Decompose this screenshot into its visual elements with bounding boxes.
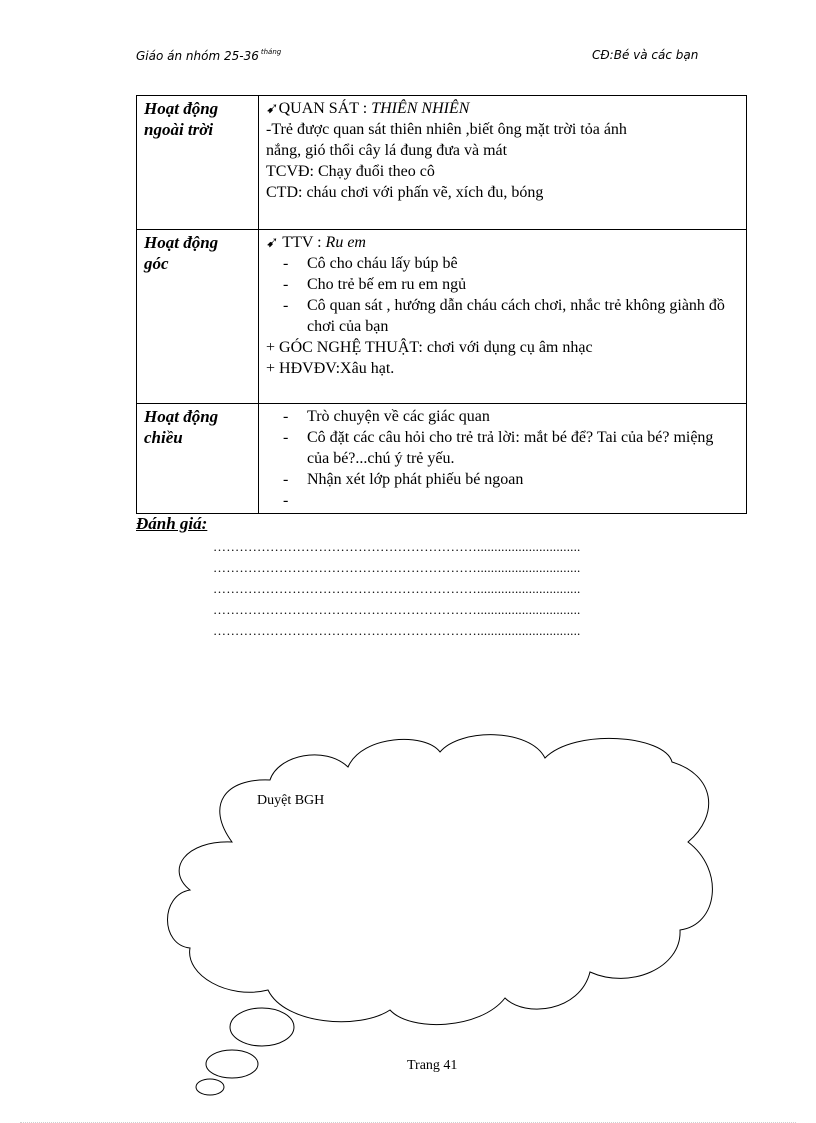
outdoor-line: CTD: cháu chơi với phấn vẽ, xích đu, bóng: [266, 184, 544, 201]
corner-extra-line: + GÓC NGHỆ THUẬT: chơi với dụng cụ âm nhạc: [266, 339, 593, 356]
label-line-2: chiều: [144, 428, 183, 447]
label-line-2: ngoài trời: [144, 120, 214, 139]
list-item: - Cho trẻ bế em ru em ngủ: [283, 274, 739, 295]
label-line-2: góc: [144, 254, 169, 273]
list-item: - Cô đặt các câu hỏi cho trẻ trả lời: mắt bé để? Tai của bé? miệng của bé?...chú ý trẻ yếu.: [283, 427, 739, 469]
dotted-line: ……………………………………………………..............................: [213, 539, 581, 554]
header-left-text: Giáo án nhóm 25-36: [136, 49, 259, 63]
thought-bubble-small: [196, 1079, 224, 1095]
list-item: - Cô quan sát , hướng dẫn cháu cách chơi, nhắc trẻ không giành đồ chơi của bạn: [283, 295, 739, 337]
outdoor-line: -Trẻ được quan sát thiên nhiên ,biết ông mặt trời tỏa ánh: [266, 121, 627, 138]
label-line-1: Hoạt động: [144, 99, 219, 118]
evaluation-title: Đánh giá:: [136, 514, 208, 533]
page-number: Trang 41: [407, 1058, 458, 1073]
label-line-1: Hoạt động: [144, 233, 219, 252]
header-left-sup: tháng: [260, 48, 282, 56]
list-item: - Cô cho cháu lấy búp bê: [283, 253, 739, 274]
label-line-1: Hoạt động: [144, 407, 219, 426]
list-item: - Nhận xét lớp phát phiếu bé ngoan: [283, 469, 739, 490]
outdoor-line: TCVĐ: Chạy đuổi theo cô: [266, 163, 435, 180]
dotted-line: ……………………………………………………..............................: [213, 602, 581, 617]
dotted-line: ……………………………………………………..............................: [213, 623, 581, 638]
thought-bubble-medium: [206, 1050, 258, 1078]
arrow-southwest-icon: ➹: [266, 99, 279, 117]
approval-label: Duyệt BGH: [257, 793, 325, 808]
outdoor-line: nắng, gió thổi cây lá đung đưa và mát: [266, 142, 508, 159]
cloud-shape: [168, 735, 713, 1025]
corner-extra-line: + HĐVĐV:Xâu hạt.: [266, 360, 395, 377]
header-right: CĐ:Bé và các bạn: [592, 48, 699, 62]
outdoor-title-prefix: QUAN SÁT :: [278, 100, 372, 117]
arrow-southwest-icon: ➹: [266, 233, 279, 251]
dotted-line: ……………………………………………………..............................: [213, 581, 581, 596]
outdoor-title-topic: THIÊN NHIÊN: [371, 100, 470, 117]
list-item: - Trò chuyện về các giác quan: [283, 406, 739, 427]
dotted-line: ……………………………………………………..............................: [213, 560, 581, 575]
corner-title-prefix: TTV :: [278, 234, 326, 251]
thought-bubble-large: [230, 1008, 294, 1046]
corner-title-topic: Ru em: [325, 234, 366, 251]
